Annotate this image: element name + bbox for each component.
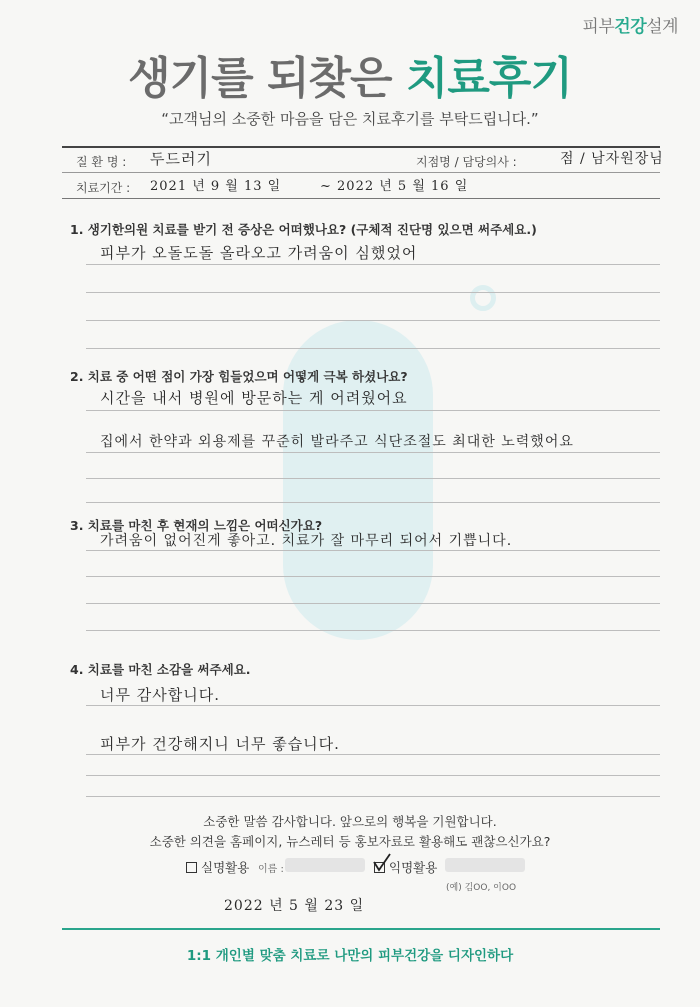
answer-rule — [86, 796, 660, 797]
answer-rule — [86, 264, 660, 265]
footer-rule — [62, 928, 660, 930]
header-bottom-rule — [62, 198, 660, 199]
period-end: ~ 2022 년 5 월 16 일 — [320, 179, 469, 194]
question-1: 1. 생기한의원 치료를 받기 전 증상은 어떠했나요? (구체적 진단명 있으면 써주세요.) — [70, 222, 537, 237]
footer-slogan: 1:1 개인별 맞춤 치료로 나만의 피부건강을 디자인하다 — [186, 948, 514, 964]
signed-date: 2022 년 5 월 23 일 — [224, 898, 365, 914]
title-highlight: 치료후기 — [405, 53, 572, 104]
answer-rule — [86, 452, 660, 453]
real-name-label: 실명활용 — [201, 860, 250, 875]
answer-rule — [86, 603, 660, 604]
answer-rule — [86, 754, 660, 755]
question-4: 4. 치료를 마친 소감을 써주세요. — [70, 662, 251, 677]
branch-label: 지점명 / 담당의사 : — [416, 155, 517, 169]
header-mid-rule — [62, 172, 660, 173]
answer-rule — [86, 320, 660, 321]
answer-1-line-1: 피부가 오돌도돌 올라오고 가려움이 심했었어 — [100, 244, 418, 262]
brand-suffix: 설계 — [646, 17, 678, 37]
answer-rule — [86, 550, 660, 551]
answer-rule — [86, 478, 660, 479]
closing-line-2: 소중한 의견을 홈페이지, 뉴스레터 등 홍보자료로 활용해도 괜찮으신가요? — [149, 834, 551, 849]
answer-rule — [86, 775, 660, 776]
condition-value: 두드러기 — [150, 150, 212, 168]
answer-rule — [86, 705, 660, 706]
answer-rule — [86, 576, 660, 577]
brand-prefix: 피부 — [582, 17, 615, 37]
subtitle: “고객님의 소중한 마음을 담은 치료후기를 부탁드립니다.” — [161, 110, 539, 128]
closing-line-1: 소중한 말씀 감사합니다. 앞으로의 행복을 기원합니다. — [203, 814, 497, 829]
branch-value: 점 / 남자원장님 — [560, 151, 664, 167]
answer-2-line-1: 시간을 내서 병원에 방문하는 게 어려웠어요 — [100, 389, 408, 407]
answer-rule — [86, 348, 660, 349]
answer-4-line-1: 너무 감사합니다. — [100, 686, 220, 704]
answer-rule — [86, 630, 660, 631]
name-label: 이름 : — [258, 864, 284, 875]
condition-label: 질 환 명 : — [76, 155, 127, 169]
answer-3-line-1: 가려움이 없어진게 좋아고. 치료가 잘 마무리 되어서 기쁩니다. — [100, 533, 513, 549]
answer-rule — [86, 502, 660, 503]
watermark-circle — [470, 285, 496, 311]
brand-logo — [582, 12, 678, 37]
question-2: 2. 치료 중 어떤 점이 가장 힘들었으며 어떻게 극복 하셨나요? — [70, 369, 408, 384]
anon-example: (예) 김OO, 이OO — [446, 883, 517, 893]
anon-label: 익명활용 — [389, 860, 438, 875]
answer-4-line-2: 피부가 건강해지니 너무 좋습니다. — [100, 735, 340, 753]
answer-rule — [86, 410, 660, 411]
answer-2-line-2: 집에서 한약과 외용제를 꾸준히 발라주고 식단조절도 최대한 노력했어요 — [100, 434, 574, 450]
period-start: 2021 년 9 월 13 일 — [150, 179, 282, 194]
period-label: 치료기간 : — [76, 181, 131, 195]
answer-rule — [86, 292, 660, 293]
anon-name-redacted — [445, 858, 525, 872]
question-3: 3. 치료를 마친 후 현재의 느낌은 어떠신가요? — [70, 518, 323, 533]
name-redacted — [285, 858, 365, 872]
brand-highlight: 건강 — [614, 17, 647, 37]
real-name-checkbox[interactable] — [186, 862, 197, 873]
page-title — [0, 42, 700, 106]
title-main: 생기를 되찾은 — [128, 53, 406, 104]
